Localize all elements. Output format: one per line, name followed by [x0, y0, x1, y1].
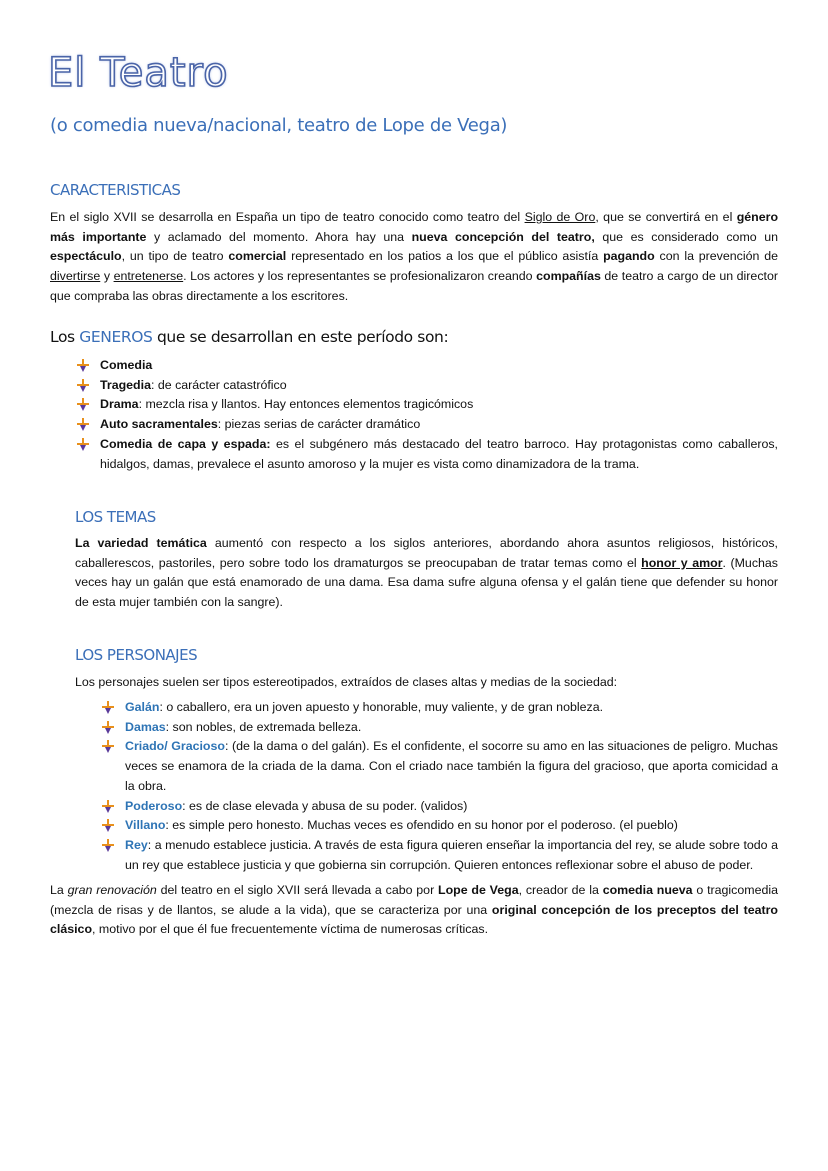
list-item: [125, 718, 778, 738]
list-item: [100, 395, 778, 415]
text-run: : o caballero, era un joven apuesto y honorable, muy valiente, y de gran nobleza.: [159, 700, 604, 714]
generos-intro: [50, 328, 448, 346]
bold-text: espectáculo: [50, 249, 122, 264]
text-run: En el siglo XVII se desarrolla en España un tipo de teatro conocido como teatro del: [50, 210, 525, 224]
text-run: Siglo de Oro: [524, 210, 596, 224]
text-run: o tragicomedia (mezcla de risas y de llantos, se alude a la vida), que se caracteriza por una: [50, 883, 779, 917]
text-run: : son nobles, de extremada belleza.: [165, 719, 362, 734]
list-item: [125, 836, 778, 875]
text-run: y aclamado del momento. Ahora hay una: [146, 229, 412, 244]
text-run: del teatro en el siglo XVII será llevada a cabo por: [156, 883, 438, 897]
bold-text: comercial: [228, 249, 287, 264]
caracteristicas-paragraph: [50, 208, 778, 307]
list-item: [125, 816, 778, 836]
character-term: Villano: [125, 818, 166, 833]
text-run: que es considerado como un: [594, 229, 779, 244]
arrow-bullet-icon: [102, 839, 114, 852]
bold-text: La variedad temática: [75, 536, 207, 550]
bold-text: pagando: [603, 249, 655, 264]
page-title: El Teatro: [48, 50, 229, 96]
heading-caracteristicas: CARACTERISTICAS: [50, 181, 181, 199]
heading-temas: LOS TEMAS: [75, 508, 156, 526]
list-item: [125, 737, 778, 796]
list-item: [100, 356, 778, 376]
character-term: Poderoso: [125, 798, 183, 813]
text-run: gran renovación: [67, 883, 157, 897]
arrow-bullet-icon: [77, 438, 89, 451]
list-item: [125, 797, 778, 817]
arrow-bullet-icon: [102, 721, 114, 734]
bold-text: Tragedia: [100, 377, 151, 392]
text-run: divertirse: [50, 269, 101, 284]
generos-intro-text: que se desarrollan en este período son:: [152, 328, 449, 346]
heading-personajes: LOS PERSONAJES: [75, 646, 198, 664]
list-item: [125, 698, 778, 718]
list-item: [100, 376, 778, 396]
character-term: Galán: [125, 700, 160, 714]
arrow-bullet-icon: [102, 800, 114, 813]
character-term: Rey: [125, 837, 148, 852]
arrow-bullet-icon: [102, 740, 114, 753]
text-run: con la prevención de: [654, 249, 778, 264]
text-run: : (de la dama o del galán). Es el confidente, el socorre su amo en las situaciones de peligro. Muchas veces se enamora de la criada de la dama. Con el criado nace también la figura del gracioso, que aporta comicidad a la obra.: [125, 739, 778, 793]
arrow-bullet-icon: [77, 418, 89, 431]
text-run: , motivo por el que él fue frecuentemente víctima de numerosas críticas.: [92, 922, 489, 937]
arrow-bullet-icon: [102, 701, 114, 714]
text-run: representado en los patios a los que el público asistía: [286, 249, 604, 264]
arrow-bullet-icon: [77, 379, 89, 392]
list-item: [100, 435, 778, 474]
text-run: : es de clase elevada y abusa de su poder. (validos): [182, 798, 468, 813]
text-run: , que se convertirá en el: [595, 210, 737, 224]
arrow-bullet-icon: [102, 819, 114, 832]
bold-text: comedia nueva: [602, 883, 693, 897]
text-run: . Los actores y los representantes se profesionalizaron creando: [183, 269, 537, 284]
text-run: : de carácter catastrófico: [150, 377, 287, 392]
text-run: , un tipo de teatro: [121, 249, 229, 264]
bold-text: género más importante: [50, 210, 779, 244]
text-run: : piezas serias de carácter dramático: [217, 417, 421, 432]
bold-text: honor y amor: [641, 555, 723, 570]
personajes-intro: Los personajes suelen ser tipos estereotipados, extraídos de clases altas y medias de la sociedad:: [75, 675, 618, 689]
text-run: , creador de la: [518, 883, 603, 897]
text-run: : a menudo establece justicia. A través de esta figura quieren enseñar la importancia del rey, se alude sobre todo a un rey que establece justicia y que gobierna sin corrupción. Quieren entonces reflexionar sobre el abuso de poder.: [125, 837, 778, 872]
personajes-list: [125, 698, 778, 875]
character-term: Criado/ Gracioso: [125, 739, 225, 754]
page-subtitle: (o comedia nueva/nacional, teatro de Lope de Vega): [50, 115, 508, 136]
bold-text: Comedia de capa y espada:: [100, 436, 271, 451]
temas-paragraph: [75, 534, 778, 613]
list-item: [100, 415, 778, 435]
bold-text: original concepción de los preceptos del teatro clásico: [50, 902, 778, 937]
bold-text: compañías: [536, 269, 601, 284]
bold-text: Auto sacramentales: [100, 417, 218, 432]
bold-text: nueva concepción del teatro,: [411, 229, 595, 244]
bold-text: Lope de Vega: [438, 883, 519, 897]
text-run: es el subgénero más destacado del teatro barroco. Hay protagonistas como caballeros, hidalgos, damas, prevalece el asunto amoroso y la mujer es vista como dinamizadora de la trama.: [100, 436, 778, 471]
text-run: aumentó con respecto a los siglos anteriores, abordando ahora asuntos religiosos, históricos, caballerescos, pastoriles, pero sobre todo los dramaturgos se preocupaban de tratar temas como el: [75, 536, 778, 570]
text-run: La: [50, 883, 68, 897]
arrow-bullet-icon: [77, 359, 89, 372]
text-run: y: [100, 269, 114, 284]
text-run: : mezcla risa y llantos. Hay entonces elementos tragicómicos: [138, 397, 474, 412]
arrow-bullet-icon: [77, 398, 89, 411]
text-run: entretenerse: [113, 269, 184, 284]
text-run: de teatro a cargo de un director que compraba las obras directamente a los escritores.: [50, 269, 778, 303]
text-run: . (Muchas veces hay un galán que está enamorado de una dama. Esa dama sufre alguna ofensa y el galán tiene que defender su honor de esta mujer también con la sangre).: [75, 555, 778, 610]
bold-text: Comedia: [100, 358, 153, 372]
bold-text: Drama: [100, 397, 139, 412]
generos-list: [100, 356, 778, 474]
character-term: Damas: [125, 719, 166, 734]
text-run: : es simple pero honesto. Muchas veces es ofendido en su honor por el poderoso. (el pueblo): [165, 818, 678, 833]
generos-intro-text: Los: [50, 328, 80, 346]
generos-highlight: GENEROS: [79, 328, 153, 346]
conclusion-paragraph: [50, 881, 778, 940]
